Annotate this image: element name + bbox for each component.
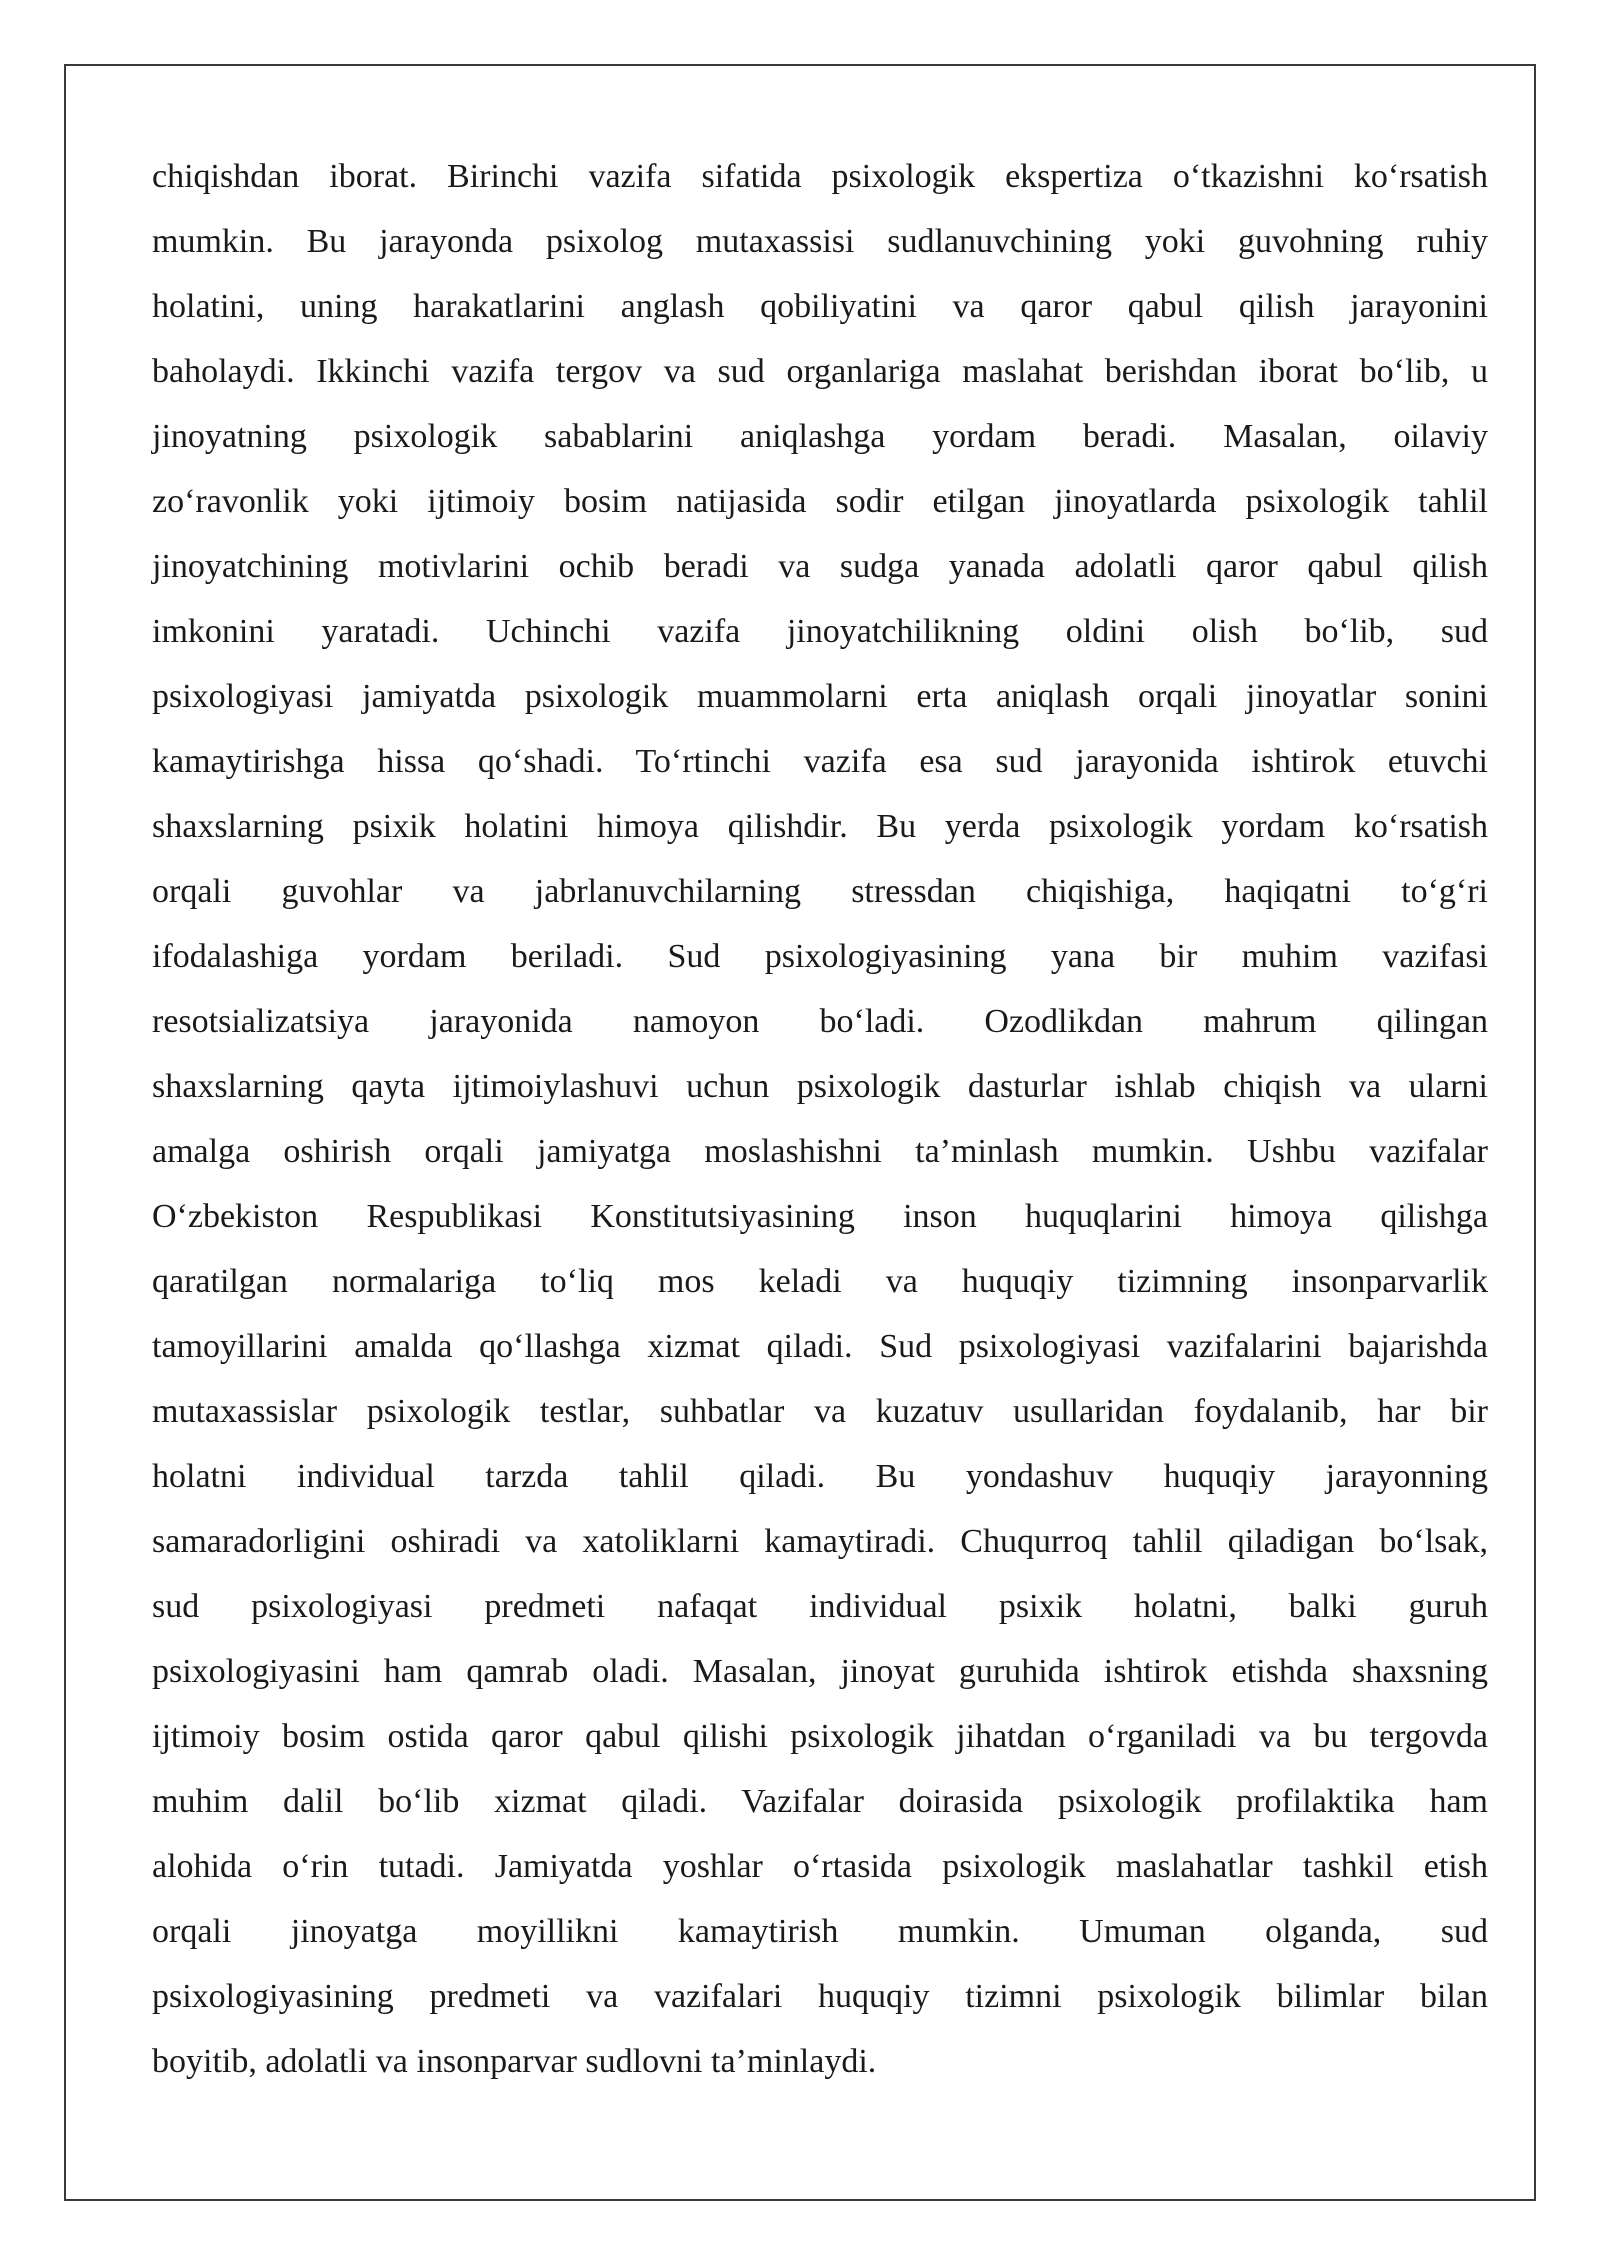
text-line: shaxslarning qayta ijtimoiylashuvi uchun psixologik dasturlar ishlab chiqish va ularni xyxy=(152,1068,1488,1105)
text-line: zo‘ravonlik yoki ijtimoiy bosim natijasida sodir etilgan jinoyatlarda psixologik tahlil xyxy=(152,483,1488,520)
text-line: psixologiyasining predmeti va vazifalari huquqiy tizimni psixologik bilimlar bilan xyxy=(152,1978,1488,2015)
text-line: psixologiyasini ham qamrab oladi. Masalan, jinoyat guruhida ishtirok etishda shaxsning xyxy=(152,1653,1488,1690)
text-line: jinoyatning psixologik sabablarini aniqlashga yordam beradi. Masalan, oilaviy xyxy=(152,418,1488,455)
text-line: qaratilgan normalariga to‘liq mos keladi va huquqiy tizimning insonparvarlik xyxy=(152,1263,1488,1300)
text-line: holatini, uning harakatlarini anglash qobiliyatini va qaror qabul qilish jarayonini xyxy=(152,288,1488,325)
text-line: amalga oshirish orqali jamiyatga moslashishni ta’minlash mumkin. Ushbu vazifalar xyxy=(152,1133,1488,1170)
text-line: jinoyatchining motivlarini ochib beradi va sudga yanada adolatli qaror qabul qilish xyxy=(152,548,1488,585)
text-line: ijtimoiy bosim ostida qaror qabul qilishi psixologik jihatdan o‘rganiladi va bu tergovda xyxy=(152,1718,1488,1755)
text-line: baholaydi. Ikkinchi vazifa tergov va sud organlariga maslahat berishdan iborat bo‘lib, u xyxy=(152,353,1488,390)
text-line: O‘zbekiston Respublikasi Konstitutsiyasining inson huquqlarini himoya qilishga xyxy=(152,1198,1488,1235)
body-paragraph xyxy=(152,144,1488,2094)
text-line: ifodalashiga yordam beriladi. Sud psixologiyasining yana bir muhim vazifasi xyxy=(152,938,1488,975)
text-line: kamaytirishga hissa qo‘shadi. To‘rtinchi vazifa esa sud jarayonida ishtirok etuvchi xyxy=(152,743,1488,780)
text-line: mumkin. Bu jarayonda psixolog mutaxassisi sudlanuvchining yoki guvohning ruhiy xyxy=(152,223,1488,260)
text-line: resotsializatsiya jarayonida namoyon bo‘ladi. Ozodlikdan mahrum qilingan xyxy=(152,1003,1488,1040)
text-line: holatni individual tarzda tahlil qiladi. Bu yondashuv huquqiy jarayonning xyxy=(152,1458,1488,1495)
text-line: orqali guvohlar va jabrlanuvchilarning stressdan chiqishiga, haqiqatni to‘g‘ri xyxy=(152,873,1488,910)
text-line: psixologiyasi jamiyatda psixologik muammolarni erta aniqlash orqali jinoyatlar sonini xyxy=(152,678,1488,715)
text-line: muhim dalil bo‘lib xizmat qiladi. Vazifalar doirasida psixologik profilaktika ham xyxy=(152,1783,1488,1820)
text-line: boyitib, adolatli va insonparvar sudlovni ta’minlaydi. xyxy=(152,2043,877,2080)
text-line: imkonini yaratadi. Uchinchi vazifa jinoyatchilikning oldini olish bo‘lib, sud xyxy=(152,613,1488,650)
text-line: alohida o‘rin tutadi. Jamiyatda yoshlar o‘rtasida psixologik maslahatlar tashkil etish xyxy=(152,1848,1488,1885)
text-line: tamoyillarini amalda qo‘llashga xizmat qiladi. Sud psixologiyasi vazifalarini bajarishda xyxy=(152,1328,1488,1365)
text-line: mutaxassislar psixologik testlar, suhbatlar va kuzatuv usullaridan foydalanib, har bir xyxy=(152,1393,1488,1430)
text-line: orqali jinoyatga moyillikni kamaytirish mumkin. Umuman olganda, sud xyxy=(152,1913,1488,1950)
text-line: sud psixologiyasi predmeti nafaqat individual psixik holatni, balki guruh xyxy=(152,1588,1488,1625)
text-line: shaxslarning psixik holatini himoya qilishdir. Bu yerda psixologik yordam ko‘rsatish xyxy=(152,808,1488,845)
text-line: samaradorligini oshiradi va xatoliklarni kamaytiradi. Chuqurroq tahlil qiladigan bo‘lsak, xyxy=(152,1523,1488,1560)
text-line: chiqishdan iborat. Birinchi vazifa sifatida psixologik ekspertiza o‘tkazishni ko‘rsatish xyxy=(152,158,1488,195)
